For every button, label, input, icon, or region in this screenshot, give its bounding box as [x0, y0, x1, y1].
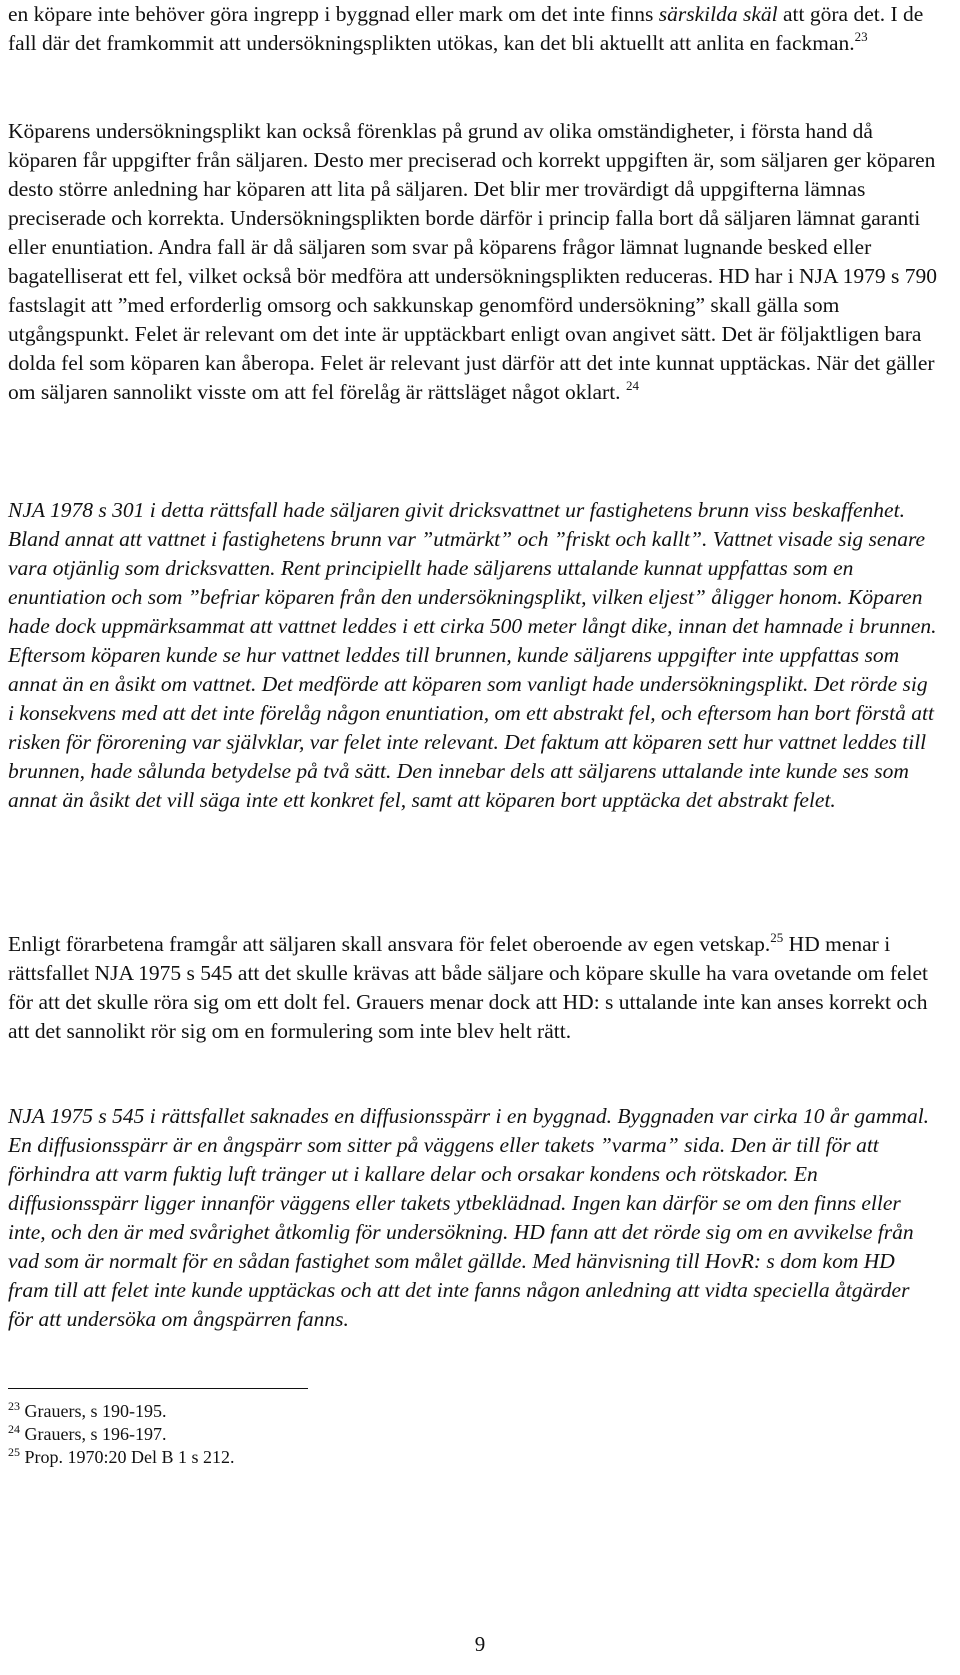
paragraph-5-case-nja-1975	[8, 1102, 938, 1334]
footnote-text: Prop. 1970:20 Del B 1 s 212.	[20, 1447, 235, 1467]
page-number: 9	[474, 1632, 486, 1656]
footnote-ref-25[interactable]: 25	[770, 930, 784, 945]
paragraph-1-text-b: att göra det. I de fall där det framkommit att undersökningsplikten utökas, kan det bli aktuellt att anlita en fackman.	[8, 2, 924, 55]
paragraph-1	[8, 0, 938, 58]
footnote-ref-24[interactable]: 24	[625, 378, 639, 393]
paragraph-5-text: NJA 1975 s 545 i rättsfallet saknades en diffusionsspärr i en byggnad. Byggnaden var cirka 10 år gammal. En diffusionsspärr är en ångspärr som sitter på väggens eller takets ”varma” sida. Den är till för att förhindra att varm fuktig luft tränger ut i kallare delar och orsakar kondens och rötskador. En diffusionsspärr ligger innanför väggens eller takets ytbeklädnad. Ingen kan därför se om den finns eller inte, och den är med svårighet åtkomlig för undersökning. HD fann att det rörde sig om en avvikelse från vad som är normalt för en sådan fastighet som målet gällde. Med hänvisning till HovR: s dom kom HD fram till att felet inte kunde upptäckas och att det inte fanns någon anledning att vidta speciella åtgärder för att undersöka om ångspärren fanns.	[8, 1104, 930, 1331]
paragraph-4-text-a: Enligt förarbetena framgår att säljaren skall ansvara för felet oberoende av egen vetskap.	[8, 932, 771, 956]
paragraph-2-text: Köparens undersökningsplikt kan också förenklas på grund av olika omständigheter, i första hand då köparen får uppgifter från säljaren. Desto mer preciserad och korrekt uppgiften är, som säljaren ger köparen desto större anledning har köparen att lita på säljaren. Det blir mer trovärdigt då uppgifterna lämnas preciserade och korrekta. Undersökningsplikten borde därför i princip falla bort då säljaren lämnat garanti eller enuntiation. Andra fall är då säljaren som svar på köparens frågor lämnat lugnande besked eller bagatelliserat ett fel, vilket också bör medföra att undersökningsplikten reduceras. HD har i NJA 1979 s 790 fastslagit att ”med erforderlig omsorg och sakkunskap genomförd undersökning” skall gälla som utgångspunkt. Felet är relevant om det inte är upptäckbart enligt ovan angivet sätt. Det är följaktligen bara dolda fel som köparen kan åberopa. Felet är relevant just därför att det inte kunnat upptäckas. När det gäller om säljaren sannolikt visste om att fel förelåg är rättsläget något oklart.	[8, 119, 938, 404]
paragraph-1-italic: särskilda skäl	[658, 2, 778, 26]
footnote-25	[8, 1446, 235, 1469]
footnote-divider	[8, 1388, 308, 1389]
footnote-text: Grauers, s 196-197.	[20, 1424, 167, 1444]
footnote-number: 23	[8, 1399, 20, 1413]
footnote-number: 25	[8, 1445, 20, 1459]
footnote-23	[8, 1400, 235, 1423]
paragraph-3-case-nja-1978	[8, 496, 938, 815]
paragraph-3-text: NJA 1978 s 301 i detta rättsfall hade säljaren givit dricksvattnet ur fastighetens brunn viss beskaffenhet. Bland annat att vattnet i fastighetens brunn var ”utmärkt” och ”friskt och kallt”. Vattnet visade sig senare vara otjänlig som dricksvatten. Rent principiellt hade säljarens uttalande kunnat uppfattas som en enuntiation och som ”befriar köparen från den undersökningsplikt, vilken eljest” åligger honom. Köparen hade dock uppmärksammat att vattnet leddes i ett cirka 500 meter långt dike, innan det hamnade i brunnen. Eftersom köparen kunde se hur vattnet leddes till brunnen, kunde säljarens uppgifter inte uppfattas som annat än en åsikt om vattnet. Det medförde att köparen som vanligt hade undersökningsplikt. Det rörde sig i konsekvens med att det inte förelåg någon enuntiation, om ett abstrakt fel, och eftersom han bort förstå att risken för förorening var självklar, var felet inte relevant. Det faktum att köparen sett hur vattnet leddes till brunnen, hade sålunda betydelse på två sätt. Den innebar dels att säljarens uttalande inte kunde ses som annat än åsikt det vill säga inte ett konkret fel, samt att köparen bort upptäcka det abstrakt felet.	[8, 498, 937, 812]
footnote-ref-23[interactable]: 23	[854, 29, 868, 44]
footnote-text: Grauers, s 190-195.	[20, 1401, 167, 1421]
paragraph-2	[8, 117, 938, 407]
footnote-24	[8, 1423, 235, 1446]
paragraph-4-text-b: HD menar i rättsfallet NJA 1975 s 545 att det skulle krävas att både säljare och köpare skulle ha vara ovetande om felet för att det skulle röra sig om ett dolt fel. Grauers menar dock att HD: s uttalande inte kan anses korrekt och att det sannolikt rör sig om en formulering som inte blev helt rätt.	[8, 932, 929, 1043]
paragraph-4	[8, 930, 938, 1046]
footnote-number: 24	[8, 1422, 20, 1436]
body-text	[8, 0, 938, 58]
footnotes	[8, 1400, 235, 1469]
paragraph-1-text-a: en köpare inte behöver göra ingrepp i byggnad eller mark om det inte finns	[8, 2, 659, 26]
